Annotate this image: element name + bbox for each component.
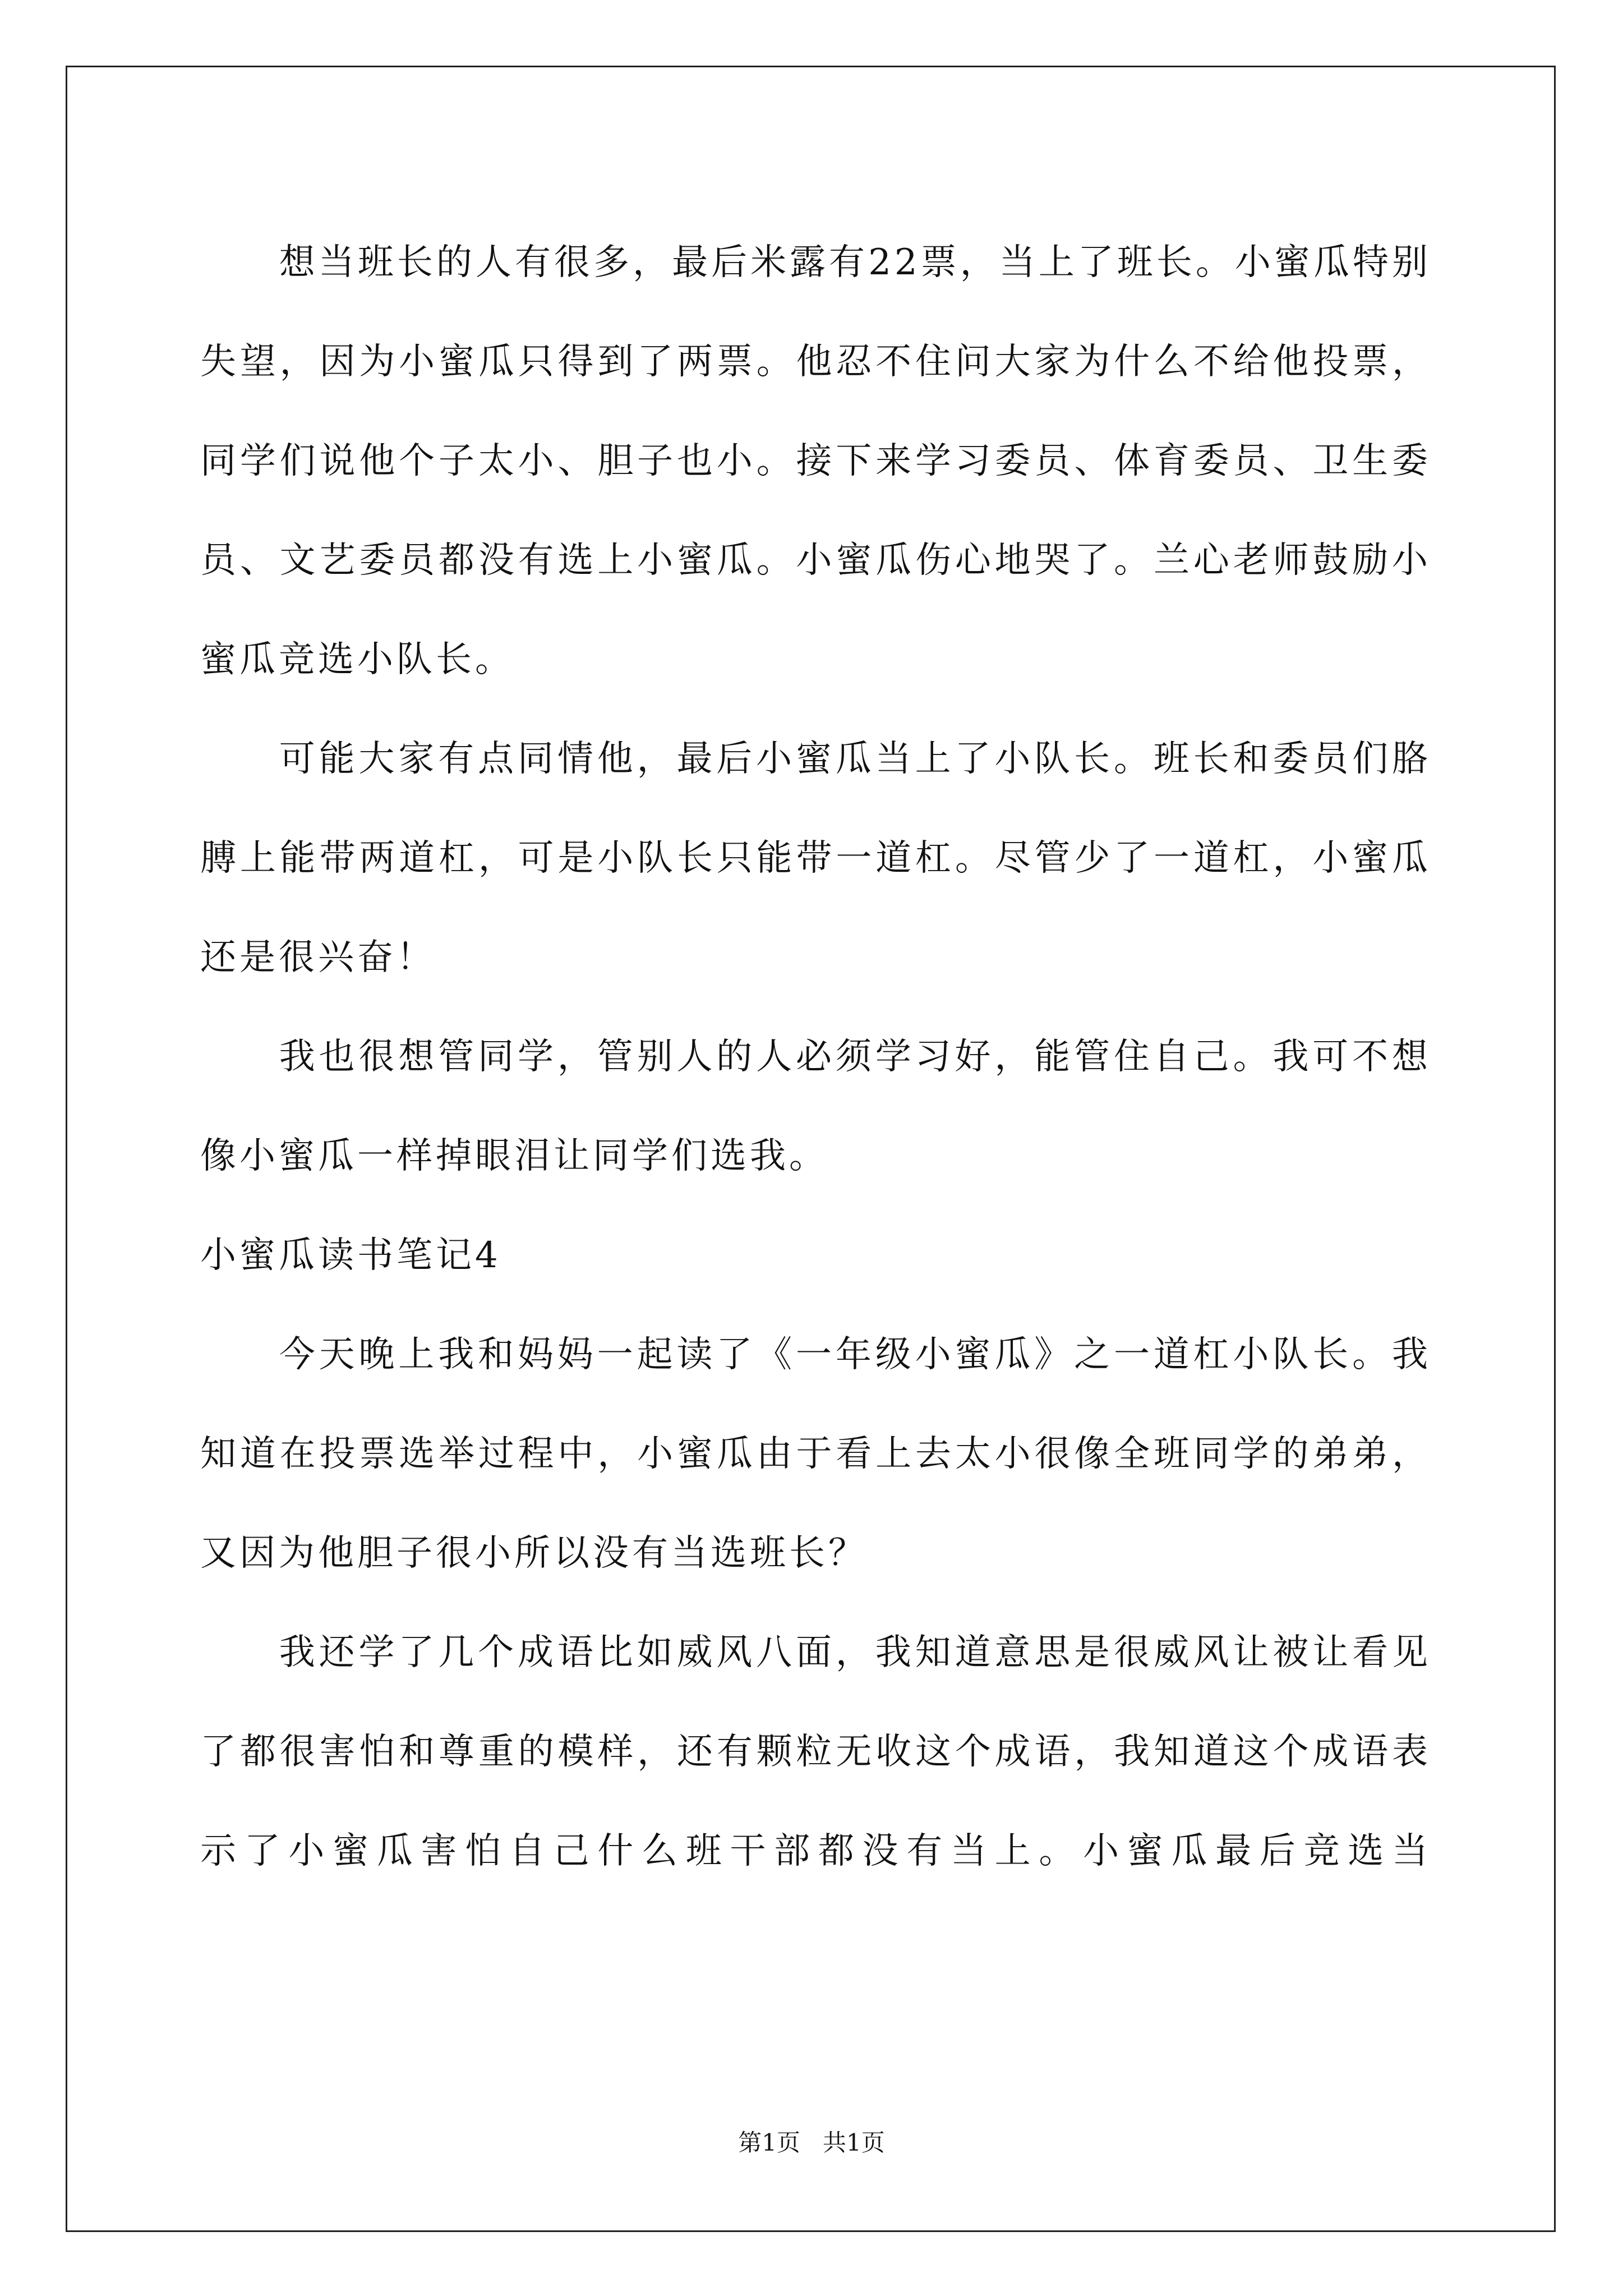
page-footer bbox=[0, 2126, 1623, 2160]
paragraph-idioms: 我还学了几个成语比如威风八面，我知道意思是很威风让被让看见了都很害怕和尊重的模样，还有颗粒无收这个成语，我知道这个成语表示了小蜜瓜害怕自己什么班干部都没有当上。小蜜瓜最后竞选当 bbox=[200, 1632, 1431, 1872]
paragraph-reflection: 我也很想管同学，管别人的人必须学习好，能管住自己。我可不想像小蜜瓜一样掉眼泪让同学们选我。 bbox=[200, 1036, 1431, 1177]
document-body bbox=[200, 213, 1431, 1901]
page-number: 第1页 bbox=[738, 2129, 800, 2156]
page-total: 共1页 bbox=[823, 2129, 885, 2156]
paragraph-election: 想当班长的人有很多，最后米露有22票，当上了班长。小蜜瓜特别失望，因为小蜜瓜只得到了两票。他忍不住问大家为什么不给他投票，同学们说他个子太小、胆子也小。接下来学习委员、体育委员、卫生委员、文艺委员都没有选上小蜜瓜。小蜜瓜伤心地哭了。兰心老师鼓励小蜜瓜竞选小队长。 bbox=[200, 242, 1431, 680]
section-heading: 小蜜瓜读书笔记4 bbox=[200, 1235, 501, 1276]
paragraph-reading-tonight: 今天晚上我和妈妈一起读了《一年级小蜜瓜》之一道杠小队长。我知道在投票选举过程中，小蜜瓜由于看上去太小很像全班同学的弟弟，又因为他胆子很小所以没有当选班长？ bbox=[200, 1334, 1431, 1574]
paragraph-squad-leader: 可能大家有点同情他，最后小蜜瓜当上了小队长。班长和委员们胳膊上能带两道杠，可是小队长只能带一道杠。尽管少了一道杠，小蜜瓜还是很兴奋！ bbox=[200, 738, 1431, 978]
